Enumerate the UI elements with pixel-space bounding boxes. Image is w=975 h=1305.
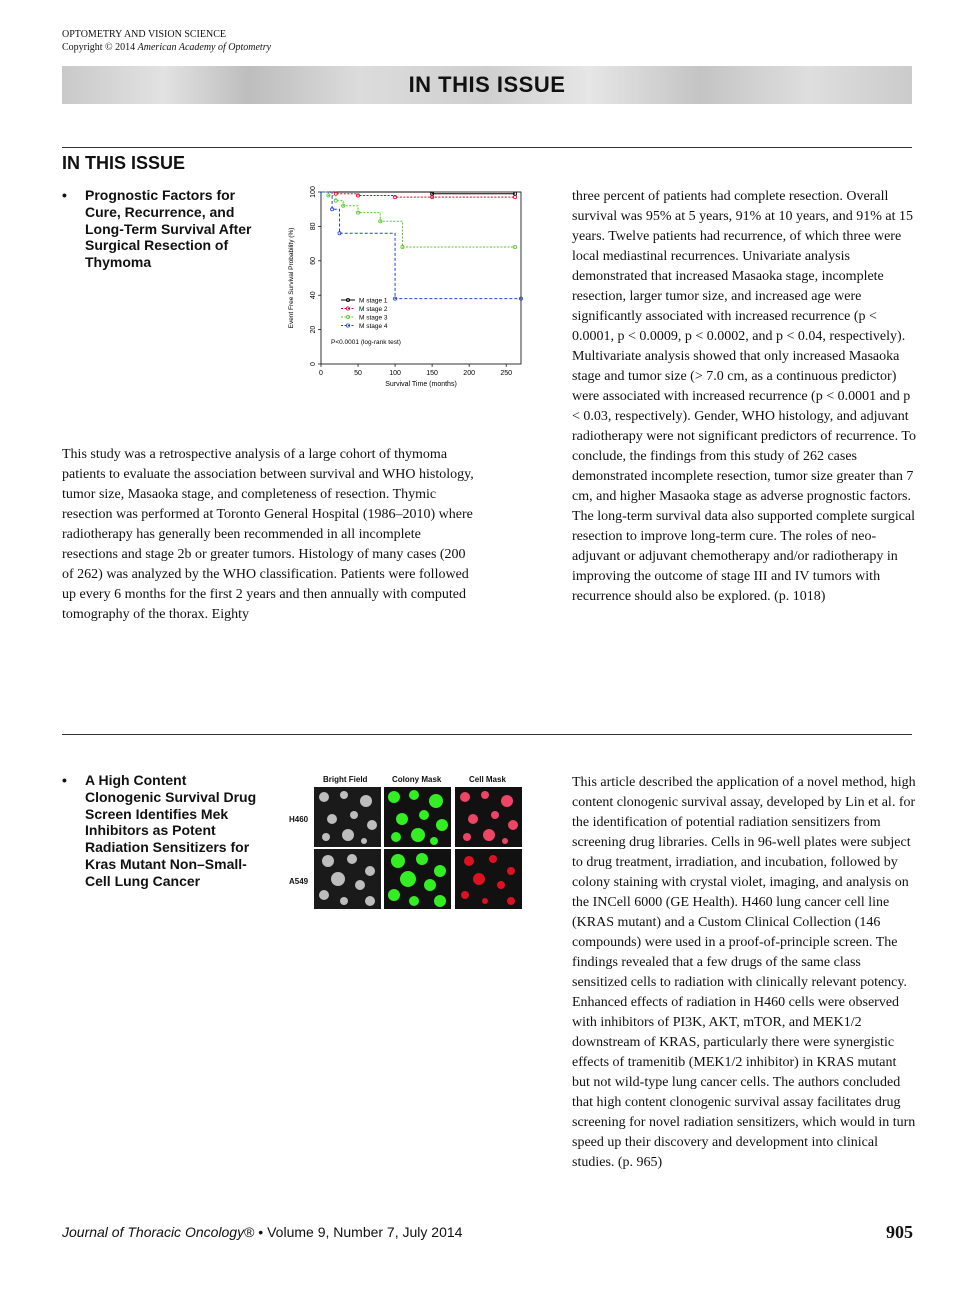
copyright-org: American Academy of Optometry bbox=[137, 42, 272, 53]
section-banner bbox=[62, 66, 912, 104]
cell-image-figure bbox=[285, 773, 525, 913]
copyright-line bbox=[62, 41, 271, 54]
article-2-bullet: • bbox=[62, 772, 67, 788]
article-2-right-text: This article described the application of a novel method, high content clonogenic survival assay, developed by Lin et al. for the identification of potential radiation sensitizers from screening drug libraries. Cells in 96-well plates were subject to drug treatment, irradiation, and incubation, followed by colony staining with crystal violet, imaging, and analysis on the INCell 6000 (GE Health). H460 lung cancer cell line (KRAS mutant) and a Custom Clinical Collection (146 compounds) were used in a proof-of-principle screen. The findings revealed that a few drugs of the same class sensitized cells to radiation with clinically relevant potency. Enhanced effects of radiation in H460 cells were observed with inhibitors of PI3K, AKT, mTOR, and MEK1/2 downstream of KRAS, particularly there were synergistic effects of tramenitib (MEK1/2 inhibitor) in KRAS mutant but not wild-type lung cancer cells. The authors concluded that high content clonogenic survival assay facilitates drug screening for novel radiation sensitizers, which would in turn speed up their discovery and development into clinical studies. (p. 965) bbox=[572, 775, 916, 1170]
row-label-a549: A549 bbox=[289, 877, 309, 886]
series-line-3 bbox=[321, 192, 515, 247]
x-tick-label: 50 bbox=[354, 370, 362, 377]
y-axis-label: Event Free Survival Probability (%) bbox=[288, 227, 295, 329]
series-line-4 bbox=[321, 192, 521, 299]
h460-colony-mask-image bbox=[384, 787, 451, 847]
article-1-title: Prognostic Factors for Cure, Recurrence, and Long-Term Survival After Surgical Resection of Thymoma bbox=[85, 187, 252, 271]
h460-cell-mask-image bbox=[455, 787, 522, 847]
article-1-bullet: • bbox=[62, 187, 67, 203]
footer-reg-mark: ® bbox=[244, 1224, 255, 1240]
legend-entry: M stage 1 bbox=[359, 297, 388, 305]
y-tick-label: 20 bbox=[309, 325, 317, 334]
col-label-cell-mask: Cell Mask bbox=[469, 775, 506, 784]
a549-cell-mask-image bbox=[455, 849, 522, 909]
col-label-bright-field: Bright Field bbox=[323, 775, 368, 784]
section-heading: IN THIS ISSUE bbox=[62, 153, 186, 173]
legend-entry: M stage 2 bbox=[359, 305, 388, 313]
banner-title: IN THIS ISSUE bbox=[408, 72, 566, 97]
x-tick-label: 0 bbox=[319, 370, 323, 377]
copyright-prefix: Copyright © 2014 bbox=[62, 42, 138, 53]
legend-entry: M stage 4 bbox=[359, 322, 388, 330]
a549-bright-field-image bbox=[314, 849, 381, 909]
footer-journal-line bbox=[62, 1224, 462, 1240]
h460-bright-field-image bbox=[314, 787, 381, 847]
footer-journal-name: Journal of Thoracic Oncology bbox=[62, 1224, 245, 1240]
journal-name: OPTOMETRY AND VISION SCIENCE bbox=[62, 29, 226, 40]
x-tick-label: 250 bbox=[500, 370, 513, 377]
x-tick-label: 200 bbox=[463, 370, 475, 377]
y-tick-label: 40 bbox=[309, 291, 317, 300]
journal-header bbox=[62, 28, 271, 54]
row-label-h460: H460 bbox=[289, 815, 309, 824]
x-tick-label: 150 bbox=[426, 370, 438, 377]
chart-annotation: P<0.0001 (log-rank test) bbox=[331, 339, 401, 346]
page-number: 905 bbox=[886, 1222, 913, 1242]
y-tick-label: 100 bbox=[309, 186, 317, 198]
article-1-left-text: This study was a retrospective analysis of a large cohort of thymoma patients to evaluate the association between survival and WHO histology, tumor size, Masaoka stage, and completeness of resection. Thymic resection was performed at Toronto General Hospital (1986–2010) where radiotherapy has generally been recommended in all incomplete resections and stage 2b or greater tumors. Histology of many cases (200 of 262) was analyzed by the WHO classification. Patients were followed up every 6 months for the first 2 years and then annually with computed tomography of the thorax. Eighty bbox=[62, 447, 474, 622]
legend-entry: M stage 3 bbox=[359, 314, 388, 322]
x-axis-label: Survival Time (months) bbox=[385, 381, 457, 388]
article-1-right-text: three percent of patients had complete resection. Overall survival was 95% at 5 years, 91% at 10 years, and 91% at 15 years. Twelve patients had recurrence, of which three were local mediastinal recurrences. Univariate analysis demonstrated that increased Masaoka stage, incomplete resection, larger tumor size, and increased age were significantly associated with increased recurrence (p < 0.0001, p < 0.0009, p < 0.0002, and p < 0.04, respectively). Multivariate analysis showed that only increased Masaoka stage and tumor size (> 7.0 cm, as a continuous predictor) were associated with increased recurrence (p < 0.0001 and p < 0.03, respectively). Gender, WHO histology, and adjuvant radiotherapy were not significant predictors of recurrence. To conclude, the findings from this study of 262 cases demonstrated incomplete resection, tumor size greater than 7 cm, and higher Masaoka stage as adverse prognostic factors. The long-term survival data also supported complete surgical resection to improve long-term cure. The roles of neo-adjuvant or adjuvant chemotherapy and/or radiotherapy in improving the outcome of stage III and IV tumors with recurrence should also be explored. (p. 1018) bbox=[572, 189, 916, 604]
footer-issue: • Volume 9, Number 7, July 2014 bbox=[254, 1224, 463, 1240]
top-rule bbox=[62, 147, 912, 148]
series-line-2 bbox=[321, 192, 515, 197]
article-2-title: A High Content Clonogenic Survival Drug Screen Identifies Mek Inhibitors as Potent Radiation Sensitizers for Kras Mutant Non–Small-Cell Lung Cancer bbox=[85, 772, 257, 889]
col-label-colony-mask: Colony Mask bbox=[392, 775, 442, 784]
x-tick-label: 100 bbox=[389, 370, 401, 377]
series-marker-3 bbox=[513, 245, 516, 248]
article-divider bbox=[62, 734, 912, 735]
y-tick-label: 60 bbox=[309, 256, 317, 265]
y-tick-label: 0 bbox=[309, 362, 317, 366]
km-survival-chart bbox=[283, 186, 528, 398]
series-marker-2 bbox=[513, 196, 516, 199]
y-tick-label: 80 bbox=[309, 222, 317, 231]
a549-colony-mask-image bbox=[384, 849, 451, 909]
